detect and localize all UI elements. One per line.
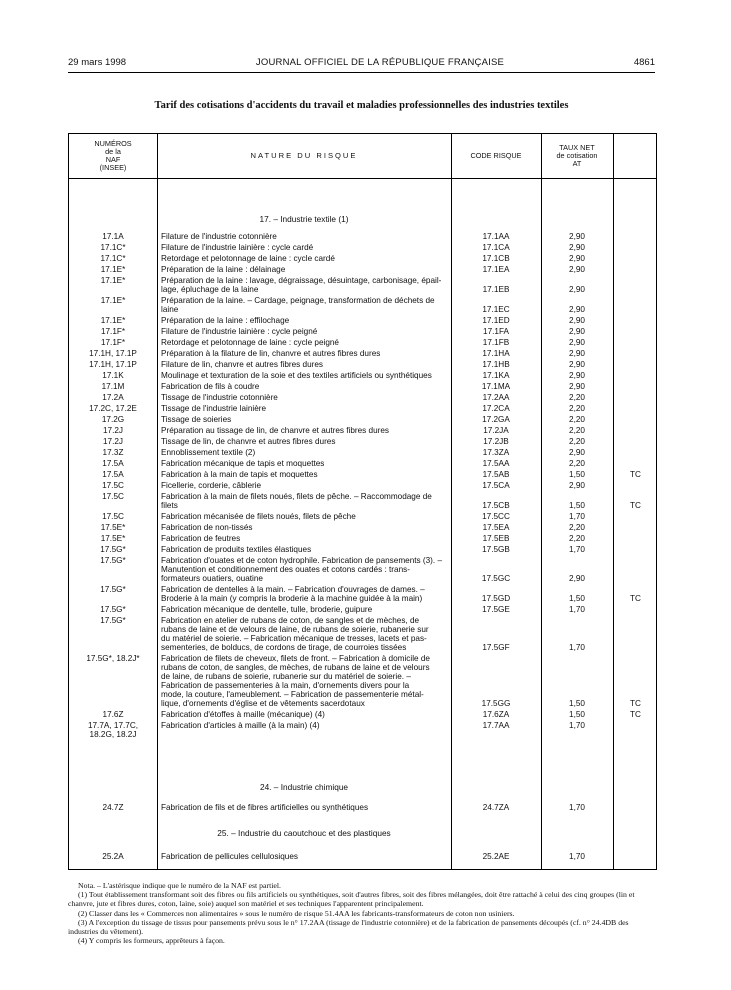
risk-nature-cell: Fabrication mécanique de tapis et moquettes xyxy=(161,459,325,468)
rate-cell: 2,90 xyxy=(569,254,585,263)
risk-nature-cell: Retordage et pelotonnage de laine : cycle cardé xyxy=(161,254,335,263)
naf-cell: 17.5G* xyxy=(100,585,126,594)
risk-code-cell: 17.1EB xyxy=(482,285,510,294)
tc-flag-cell: TC xyxy=(630,710,641,719)
section-heading-17: 17. – Industrie textile (1) xyxy=(259,214,349,224)
rate-cell: 2,20 xyxy=(569,523,585,532)
header-rule xyxy=(68,72,655,73)
risk-nature-cell: Tissage de soieries xyxy=(161,415,232,424)
risk-code-cell: 17.5GG xyxy=(481,699,511,708)
header-journal-title: JOURNAL OFFICIEL DE LA RÉPUBLIQUE FRANÇAISE xyxy=(255,57,505,68)
risk-nature-cell: Fabrication à la main de tapis et moquettes xyxy=(161,470,318,479)
risk-nature-cell: Fabrication mécanique de dentelle, tulle, broderie, guipure xyxy=(161,605,373,614)
risk-code-cell: 17.1CA xyxy=(482,243,510,252)
footnote: (3) A l'exception du tissage de tissus pour pansements prévu sous le n° 17.2AA (tissage de l'industrie cotonnière) et de la fabrication de pansements découpés (cf. n° 24.4DB des industries du vêtement). xyxy=(68,917,629,937)
header-divider xyxy=(69,178,656,179)
column-header-code xyxy=(451,134,541,178)
naf-cell: 17.5G* xyxy=(100,545,126,554)
naf-cell: 17.2G xyxy=(101,415,125,424)
table-row xyxy=(69,585,656,603)
table-row xyxy=(69,852,656,861)
tc-flag-cell: TC xyxy=(630,594,641,603)
rate-cell: 2,90 xyxy=(569,305,585,314)
risk-code-cell: 17.6ZA xyxy=(482,710,510,719)
risk-code-cell: 17.1AA xyxy=(482,232,510,241)
naf-cell: 17.5G*, 18.2J* xyxy=(86,654,140,663)
naf-cell: 17.5C xyxy=(102,512,124,521)
rate-cell: 2,20 xyxy=(569,437,585,446)
rate-cell: 2,20 xyxy=(569,404,585,413)
table-row xyxy=(69,448,656,457)
naf-cell: 17.2A xyxy=(102,393,124,402)
table-row xyxy=(69,338,656,347)
risk-code-cell: 17.3ZA xyxy=(482,448,510,457)
rate-cell: 1,50 xyxy=(569,470,585,479)
table-row xyxy=(69,721,656,739)
naf-cell: 17.5A xyxy=(102,459,124,468)
column-header-taux-label: TAUX NET de cotisation AT xyxy=(556,143,598,168)
risk-code-cell: 17.5EB xyxy=(482,534,510,543)
rate-cell: 2,90 xyxy=(569,316,585,325)
section-heading-24: 24. – Industrie chimique xyxy=(259,782,349,792)
risk-code-cell: 17.5GB xyxy=(482,545,510,554)
naf-cell: 17.1F* xyxy=(100,338,126,347)
risk-nature-cell: Fabrication de fils à coudre xyxy=(161,382,260,391)
naf-cell: 17.2J xyxy=(102,437,124,446)
naf-cell: 17.1K xyxy=(102,371,124,380)
risk-nature-cell: Filature de l'industrie lainière : cycle cardé xyxy=(161,243,314,252)
naf-cell: 17.5E* xyxy=(100,523,126,532)
risk-code-cell: 17.1CB xyxy=(482,254,510,263)
risk-nature-cell: Fabrication de produits textiles élastiques xyxy=(161,545,312,554)
rate-cell: 2,20 xyxy=(569,393,585,402)
table-row xyxy=(69,437,656,446)
table-row xyxy=(69,605,656,614)
risk-code-cell: 17.2JA xyxy=(483,426,509,435)
risk-nature-cell: Ficellerie, corderie, câblerie xyxy=(161,481,262,490)
risk-nature-cell: Fabrication de filets de cheveux, filets de front. – Fabrication à domicile de rubans de coton, de sangles, de mèches, de rubans de laine et de velours de laine, de rubans de soierie, rubanerie sur du matériel de soierie. – Fabrication de passementeries à la main, d'ornements divers pour la mode, la couture, l'ameublement. – Fabrication de passementerie métal- lique, d'ornements d'église et de vêtements sacerdotaux xyxy=(161,654,430,708)
risk-nature-cell: Fabrication de fils et de fibres artificielles ou synthétiques xyxy=(161,803,369,812)
risk-code-cell: 17.1EC xyxy=(482,305,510,314)
rate-cell: 2,20 xyxy=(569,426,585,435)
risk-nature-cell: Fabrication d'ouates et de coton hydrophile. Fabrication de pansements (3). – Manutention et conditionnement des ouates et cotons cardés : trans- formateurs ouatiers, ouatine xyxy=(161,556,443,583)
table-row xyxy=(69,404,656,413)
table-row xyxy=(69,327,656,336)
naf-cell: 17.5C xyxy=(102,481,124,490)
column-header-code-label: CODE RISQUE xyxy=(470,151,522,160)
risk-code-cell: 17.5GE xyxy=(482,605,510,614)
naf-cell: 17.1C* xyxy=(100,243,126,252)
rate-cell: 2,90 xyxy=(569,265,585,274)
naf-cell: 17.5G* xyxy=(100,605,126,614)
naf-cell: 17.5C xyxy=(102,492,124,501)
header-date: 29 mars 1998 xyxy=(68,57,127,68)
tc-flag-cell: TC xyxy=(630,699,641,708)
table-row xyxy=(69,316,656,325)
risk-nature-cell: Tissage de lin, de chanvre et autres fibres dures xyxy=(161,437,336,446)
risk-nature-cell: Préparation de la laine : effilochage xyxy=(161,316,290,325)
naf-cell: 17.1C* xyxy=(100,254,126,263)
rate-cell: 1,70 xyxy=(569,545,585,554)
table-row xyxy=(69,265,656,274)
naf-cell: 17.5G* xyxy=(100,616,126,625)
risk-code-cell: 24.7ZA xyxy=(482,803,510,812)
risk-nature-cell: Tissage de l'industrie lainière xyxy=(161,404,267,413)
risk-nature-cell: Fabrication d'étoffes à maille (mécanique) (4) xyxy=(161,710,325,719)
naf-cell: 17.7A, 17.7C, 18.2G, 18.2J xyxy=(87,721,139,739)
risk-code-cell: 17.1ED xyxy=(482,316,510,325)
risk-nature-cell: Moulinage et texturation de la soie et des textiles artificiels ou synthétiques xyxy=(161,371,432,380)
risk-nature-cell: Filature de l'industrie cotonnière xyxy=(161,232,277,241)
risk-nature-cell: Filature de l'industrie lainière : cycle peigné xyxy=(161,327,318,336)
risk-nature-cell: Préparation de la laine. – Cardage, peignage, transformation de déchets de laine xyxy=(161,296,435,314)
table-row xyxy=(69,534,656,543)
risk-code-cell: 17.5GF xyxy=(482,643,510,652)
rate-cell: 2,90 xyxy=(569,448,585,457)
section-heading-25: 25. – Industrie du caoutchouc et des plastiques xyxy=(217,828,391,838)
rate-cell: 2,90 xyxy=(569,232,585,241)
rate-cell: 2,90 xyxy=(569,338,585,347)
rate-cell: 1,70 xyxy=(569,643,585,652)
table-row xyxy=(69,382,656,391)
rate-cell: 1,70 xyxy=(569,512,585,521)
risk-code-cell: 17.5GD xyxy=(481,594,511,603)
footnotes xyxy=(68,881,658,945)
risk-code-cell: 17.5AA xyxy=(482,459,510,468)
column-header-naf xyxy=(69,134,157,178)
risk-nature-cell: Préparation au tissage de lin, de chanvre et autres fibres dures xyxy=(161,426,390,435)
column-header-naf-label: NUMÉROS de la NAF (INSEE) xyxy=(94,139,132,172)
table-row xyxy=(69,426,656,435)
naf-cell: 25.2A xyxy=(102,852,124,861)
risk-nature-cell: Fabrication de non-tissés xyxy=(161,523,253,532)
naf-cell: 17.5A xyxy=(102,470,124,479)
naf-cell: 24.7Z xyxy=(102,803,124,812)
risk-nature-cell: Fabrication de pellicules cellulosiques xyxy=(161,852,298,861)
rate-cell: 1,50 xyxy=(569,501,585,510)
table-row xyxy=(69,415,656,424)
table-row xyxy=(69,349,656,358)
risk-code-cell: 17.1EA xyxy=(482,265,510,274)
rate-cell: 1,70 xyxy=(569,605,585,614)
table-row xyxy=(69,232,656,241)
risk-nature-cell: Préparation de la laine : délainage xyxy=(161,265,286,274)
table-row xyxy=(69,371,656,380)
rate-cell: 1,70 xyxy=(569,852,585,861)
rate-cell: 2,90 xyxy=(569,371,585,380)
table-row xyxy=(69,296,656,314)
risk-code-cell: 17.5CB xyxy=(482,501,510,510)
rate-cell: 2,90 xyxy=(569,349,585,358)
rate-cell: 1,50 xyxy=(569,710,585,719)
risk-code-cell: 17.1KA xyxy=(482,371,510,380)
risk-code-cell: 17.5CC xyxy=(482,512,510,521)
risk-code-cell: 17.1FA xyxy=(483,327,509,336)
risk-code-cell: 17.1FB xyxy=(482,338,510,347)
rate-cell: 2,90 xyxy=(569,327,585,336)
naf-cell: 17.5E* xyxy=(100,534,126,543)
table-row xyxy=(69,616,656,652)
column-header-nature-label: NATURE DU RISQUE xyxy=(250,151,358,160)
risk-code-cell: 17.5CA xyxy=(482,481,510,490)
naf-cell: 17.3Z xyxy=(102,448,124,457)
footnote: Nota. – L'astérisque indique que le numéro de la NAF est partiel. xyxy=(78,881,281,890)
rate-cell: 2,20 xyxy=(569,459,585,468)
table-title: Tarif des cotisations d'accidents du travail et maladies professionnelles des industries textiles xyxy=(154,100,569,111)
risk-nature-cell: Ennoblissement textile (2) xyxy=(161,448,256,457)
rate-cell: 1,50 xyxy=(569,594,585,603)
risk-code-cell: 17.7AA xyxy=(482,721,510,730)
risk-code-cell: 17.1MA xyxy=(481,382,511,391)
rate-cell: 2,90 xyxy=(569,285,585,294)
naf-cell: 17.1F* xyxy=(100,327,126,336)
rate-cell: 2,20 xyxy=(569,415,585,424)
table-row xyxy=(69,803,656,812)
naf-cell: 17.1E* xyxy=(100,296,126,305)
risk-nature-cell: Fabrication de dentelles à la main. – Fabrication d'ouvrages de dames. – Broderie à la main (y compris la broderie à la machine guidée à la main) xyxy=(161,585,425,603)
table-row xyxy=(69,512,656,521)
table-row xyxy=(69,481,656,490)
table-row xyxy=(69,243,656,252)
rate-cell: 2,90 xyxy=(569,243,585,252)
risk-nature-cell: Tissage de l'industrie cotonnière xyxy=(161,393,278,402)
risk-nature-cell: Fabrication à la main de filets noués, filets de pêche. – Raccommodage de filets xyxy=(161,492,432,510)
table-row xyxy=(69,459,656,468)
risk-code-cell: 17.2JB xyxy=(483,437,509,446)
risk-nature-cell: Fabrication en atelier de rubans de coton, de sangles et de mèches, de rubans de laine et de velours de laine, de rubans de soierie, rubanerie sur du matériel de soierie. – Fabrication mécanique de tresses, lacets et pas- sementeries, de bolducs, de cordons de tirage, de courroies tissées xyxy=(161,616,429,652)
table-row xyxy=(69,393,656,402)
table-row xyxy=(69,254,656,263)
risk-code-cell: 17.2GA xyxy=(482,415,510,424)
risk-nature-cell: Retordage et pelotonnage de laine : cycle peigné xyxy=(161,338,339,347)
naf-cell: 17.5G* xyxy=(100,556,126,565)
column-header-nature xyxy=(157,134,451,178)
rate-cell: 2,90 xyxy=(569,382,585,391)
naf-cell: 17.1H, 17.1P xyxy=(89,360,137,369)
table-row xyxy=(69,523,656,532)
naf-cell: 17.2J xyxy=(102,426,124,435)
tariff-table xyxy=(68,133,657,870)
rate-cell: 2,90 xyxy=(569,574,585,583)
tc-flag-cell: TC xyxy=(630,501,641,510)
risk-code-cell: 17.1HB xyxy=(482,360,510,369)
naf-cell: 17.6Z xyxy=(102,710,124,719)
header-page-number: 4861 xyxy=(633,57,655,68)
table-row xyxy=(69,470,656,479)
risk-nature-cell: Filature de lin, chanvre et autres fibres dures xyxy=(161,360,324,369)
risk-nature-cell: Fabrication d'articles à maille (à la main) (4) xyxy=(161,721,320,730)
footnote: (1) Tout établissement transformant soit des fibres ou fils artificiels ou synthétiques, soit d'autres fibres, soit des fibres mélangées, doit être rattaché à celui des cinq groupes (lin et chanvre, jute et fibres dures, coton, laine, soie) auquel son matériel et ses techniques l'apparentent principalement. xyxy=(68,890,635,909)
footnote: (2) Classer dans les « Commerces non alimentaires » sous le numéro de risque 51.4AA les fabricants-transformateurs de coton non usiniers. xyxy=(78,908,515,918)
tc-flag-cell: TC xyxy=(630,470,641,479)
footnote: (4) Y compris les formeurs, apprêteurs à façon. xyxy=(78,936,225,946)
risk-code-cell: 17.2AA xyxy=(482,393,510,402)
rate-cell: 2,90 xyxy=(569,481,585,490)
table-row xyxy=(69,654,656,708)
rate-cell: 2,20 xyxy=(569,534,585,543)
table-row xyxy=(69,710,656,719)
risk-code-cell: 17.5EA xyxy=(482,523,510,532)
naf-cell: 17.1E* xyxy=(100,276,126,285)
naf-cell: 17.1E* xyxy=(100,316,126,325)
rate-cell: 1,50 xyxy=(569,699,585,708)
rate-cell: 1,70 xyxy=(569,803,585,812)
naf-cell: 17.1H, 17.1P xyxy=(89,349,137,358)
table-row xyxy=(69,360,656,369)
table-row xyxy=(69,276,656,294)
naf-cell: 17.1E* xyxy=(100,265,126,274)
risk-code-cell: 17.2CA xyxy=(482,404,510,413)
naf-cell: 17.1A xyxy=(102,232,124,241)
column-header-taux xyxy=(541,134,613,178)
risk-code-cell: 25.2AE xyxy=(482,852,510,861)
table-row xyxy=(69,492,656,510)
risk-nature-cell: Préparation à la filature de lin, chanvre et autres fibres dures xyxy=(161,349,381,358)
page-header xyxy=(68,57,655,68)
naf-cell: 17.1M xyxy=(101,382,125,391)
risk-code-cell: 17.5AB xyxy=(482,470,510,479)
risk-nature-cell: Fabrication mécanisée de filets noués, filets de pêche xyxy=(161,512,356,521)
rate-cell: 1,70 xyxy=(569,721,585,730)
rate-cell: 2,90 xyxy=(569,360,585,369)
table-row xyxy=(69,545,656,554)
risk-nature-cell: Préparation de la laine : lavage, dégraissage, désuintage, carbonisage, épail- lage, épluchage de la laine xyxy=(161,276,442,294)
naf-cell: 17.2C, 17.2E xyxy=(89,404,137,413)
table-row xyxy=(69,556,656,583)
risk-code-cell: 17.5GC xyxy=(481,574,511,583)
risk-code-cell: 17.1HA xyxy=(482,349,510,358)
risk-nature-cell: Fabrication de feutres xyxy=(161,534,241,543)
